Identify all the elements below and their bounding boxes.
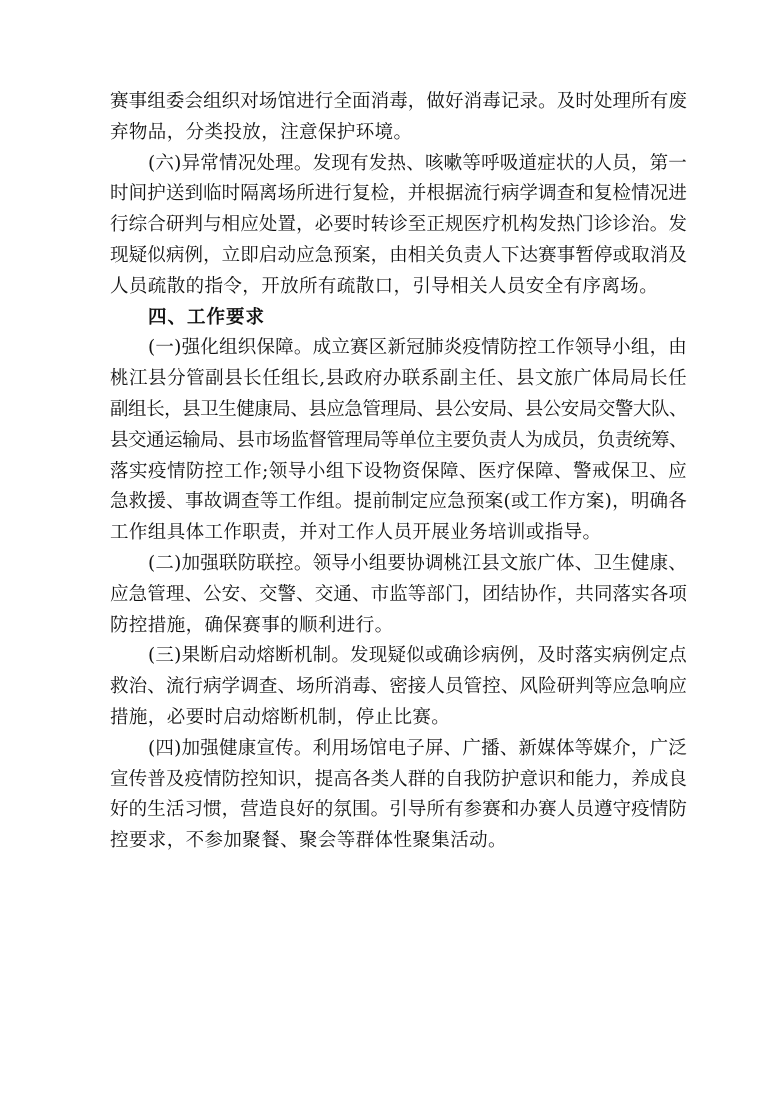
body-line: 防控措施，确保赛事的顺利进行。 (110, 614, 394, 636)
body-line: 急救援、事故调查等工作组。提前制定应急预案(或工作方案)，明确各 (110, 491, 687, 513)
body-line: 人员疏散的指令，开放所有疏散口，引导相关人员安全有序离场。 (110, 275, 659, 297)
section-heading: 四、工作要求 (148, 306, 266, 328)
body-line: 落实疫情防控工作;领导小组下设物资保障、医疗保障、警戒保卫、应 (110, 460, 687, 482)
body-line: 措施，必要时启动熔断机制，停止比赛。 (110, 706, 451, 728)
body-line: 赛事组委会组织对场馆进行全面消毒，做好消毒记录。及时处理所有废 (110, 91, 687, 112)
body-line: 时间护送到临时隔离场所进行复检，并根据流行病学调查和复检情况进 (110, 183, 687, 205)
body-line: 控要求，不参加聚餐、聚会等群体性聚集活动。 (110, 830, 507, 852)
body-line: 好的生活习惯，营造良好的氛围。引导所有参赛和办赛人员遵守疫情防 (110, 799, 687, 821)
paragraph-first-line: (二)加强联防联控。领导小组要协调桃江县文旅广体、卫生健康、 (148, 552, 687, 574)
body-line: 工作组具体工作职责，并对工作人员开展业务培训或指导。 (110, 522, 602, 544)
body-line: 桃江县分管副县长任组长,县政府办联系副主任、县文旅广体局局长任 (110, 368, 687, 390)
body-line: 县交通运输局、县市场监督管理局等单位主要负责人为成员，负责统筹、 (110, 429, 687, 451)
paragraph-first-line: (三)果断启动熔断机制。发现疑似或确诊病例，及时落实病例定点 (148, 645, 687, 667)
document-page (110, 87, 687, 857)
paragraph-first-line: (四)加强健康宣传。利用场馆电子屏、广播、新媒体等媒介，广泛 (148, 737, 687, 759)
body-line: 现疑似病例，立即启动应急预案，由相关负责人下达赛事暂停或取消及 (110, 244, 687, 266)
paragraph-first-line: (六)异常情况处理。发现有发热、咳嗽等呼吸道症状的人员，第一 (148, 152, 687, 174)
body-line: 救治、流行病学调查、场所消毒、密接人员管控、风险研判等应急响应 (110, 676, 687, 698)
body-line: 行综合研判与相应处置，必要时转诊至正规医疗机构发热门诊诊治。发 (110, 214, 687, 236)
body-line: 弃物品，分类投放，注意保护环境。 (110, 121, 413, 143)
body-line: 应急管理、公安、交警、交通、市监等部门，团结协作，共同落实各项 (110, 583, 687, 605)
body-line: 副组长，县卫生健康局、县应急管理局、县公安局、县公安局交警大队、 (110, 398, 687, 420)
paragraph-first-line: (一)强化组织保障。成立赛区新冠肺炎疫情防控工作领导小组，由 (148, 337, 687, 359)
body-line: 宣传普及疫情防控知识，提高各类人群的自我防护意识和能力，养成良 (110, 768, 687, 790)
